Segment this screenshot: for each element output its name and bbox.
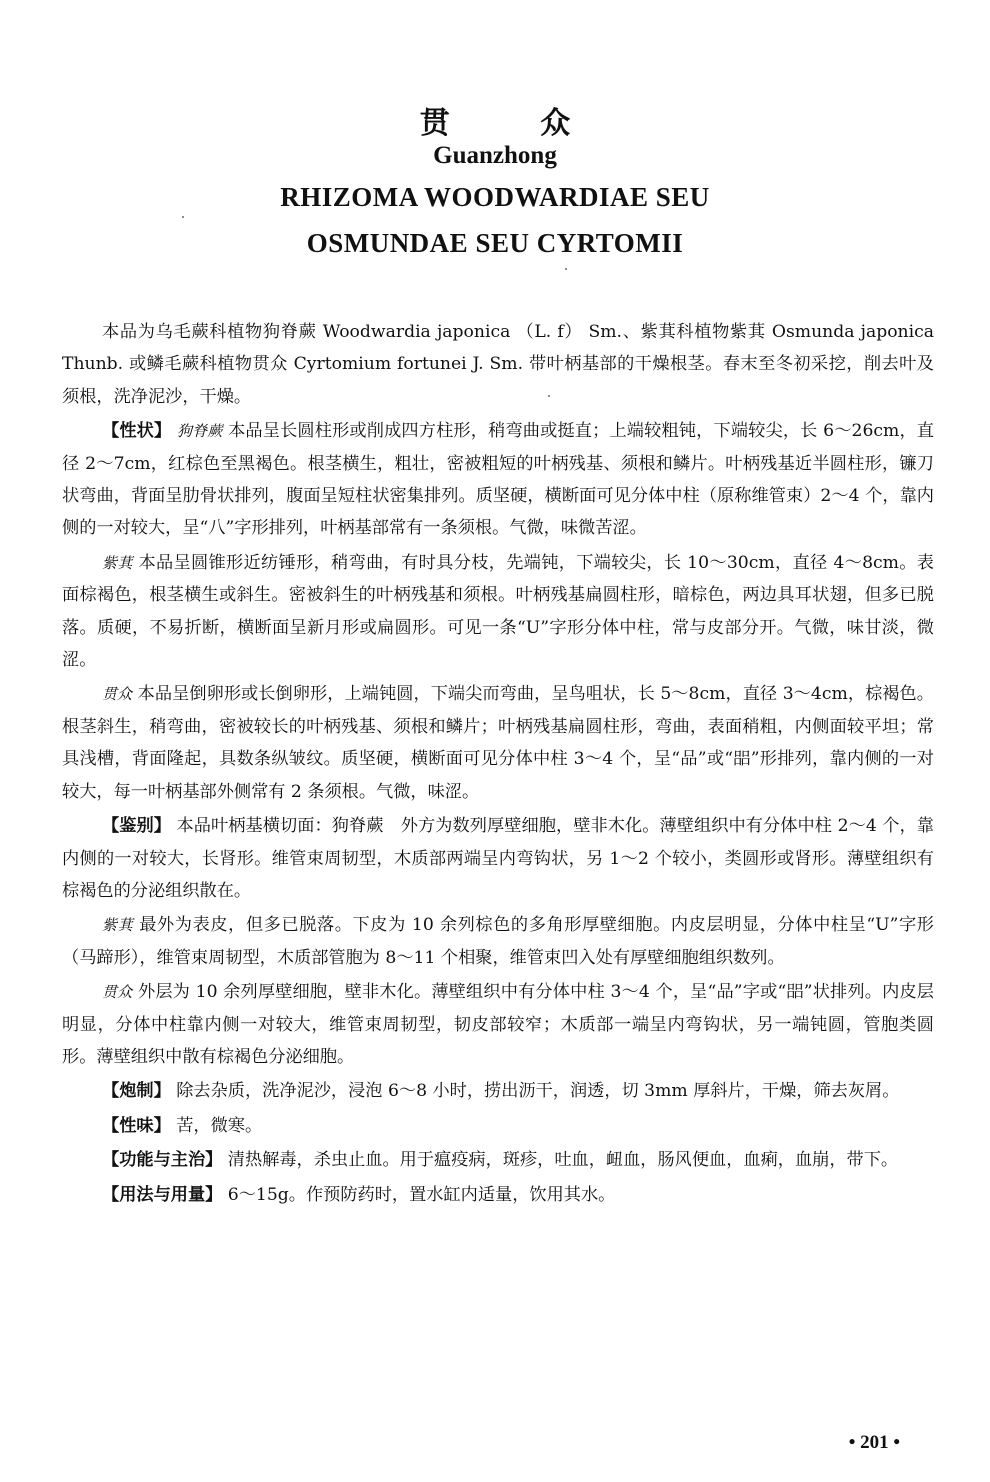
section-label-xingzhuang: 【性状】: [102, 421, 172, 442]
scan-speck: [548, 395, 550, 397]
section-label-jianbie: 【鉴别】: [102, 816, 172, 837]
gongneng-text: 清热解毒，杀虫止血。用于瘟疫病，斑疹，吐血，衄血，肠风便血，血痢，血崩，带下。: [227, 1150, 899, 1171]
section-label-xingwei: 【性味】: [102, 1115, 171, 1136]
page-number: • 201 •: [848, 1432, 900, 1453]
xingzhuang-paragraph-2: [62, 547, 934, 677]
title-chinese: 贯 众: [419, 106, 611, 141]
title-pinyin: Guanzhong: [433, 142, 557, 169]
yongfa-text: 6～15g。作预防药时，置水缸内适量，饮用其水。: [227, 1184, 616, 1205]
scan-speck: [565, 268, 567, 270]
xingzhuang-text-2: 本品呈圆锥形近纺锤形，稍弯曲，有时具分枝，先端钝，下端较尖，长 10～30cm，直径 4～8cm。表面棕褐色，根茎横生或斜生。密被斜生的叶柄残基和须根。叶柄残基扁圆柱形，暗棕色，两边具耳状翅，但多已脱落。质硬，不易折断，横断面呈新月形或扁圆形。可见一条“U”字形分体中柱，常与皮部分开。气微，味甘淡，微涩。: [62, 552, 934, 671]
gongneng-paragraph: [62, 1144, 934, 1176]
xingwei-paragraph: [62, 1110, 934, 1142]
xingwei-text: 苦，微寒。: [176, 1115, 263, 1136]
yongfa-paragraph: [62, 1179, 934, 1211]
herb-name-ziqi-2: 紫萁: [102, 916, 134, 935]
section-label-yongfa: 【用法与用量】: [102, 1184, 223, 1205]
paozhi-paragraph: [62, 1075, 934, 1107]
jianbie-text-3: 外层为 10 余列厚壁细胞，壁非木化。薄壁组织中有分体中柱 3～4 个，呈“品”字或“㗊”状排列。内皮层明显，分体中柱靠内侧一对较大，维管束周韧型，韧皮部较窄；木质部一端呈内弯钩状，另一端钝圆，管胞类圆形。薄壁组织中散有棕褐色分泌细胞。: [62, 982, 934, 1067]
paozhi-text: 除去杂质，洗净泥沙，浸泡 6～8 小时，捞出沥干，润透，切 3mm 厚斜片，干燥，筛去灰屑。: [176, 1081, 900, 1102]
scan-speck: [182, 216, 184, 218]
jianbie-paragraph-3: [62, 976, 934, 1073]
monograph-body: [62, 316, 934, 1213]
xingzhuang-paragraph-3: [62, 678, 934, 808]
section-label-paozhi: 【炮制】: [102, 1081, 171, 1102]
title-latin-line1: RHIZOMA WOODWARDIAE SEU: [280, 182, 710, 212]
xingzhuang-text-3: 本品呈倒卵形或长倒卵形，上端钝圆，下端尖而弯曲，呈鸟咀状，长 5～8cm，直径 3～4cm，棕褐色。根茎斜生，稍弯曲，密被较长的叶柄残基、须根和鳞片；叶柄残基扁圆柱形，弯曲，表面稍粗，内侧面较平坦；常具浅槽，背面隆起，具数条纵皱纹。质坚硬，横断面可见分体中柱 3～4 个，呈“品”或“㗊”形排列，靠内侧的一对较大，每一叶柄基部外侧常有 2 条须根。气微，味涩。: [62, 684, 934, 802]
jianbie-paragraph-2: [62, 909, 934, 974]
jianbie-text-2: 最外为表皮，但多已脱落。下皮为 10 余列棕色的多角形厚壁细胞。内皮层明显，分体中柱呈“U”字形（马蹄形），维管束周韧型，木质部管胞为 8～11 个相聚，维管束凹入处有厚壁细胞组织数列。: [62, 915, 934, 968]
herb-name-gouji: 狗脊蕨: [176, 422, 223, 441]
herb-name-guanzhong: 贯众: [102, 685, 133, 704]
xingzhuang-text-1: 本品呈长圆柱形或削成四方柱形，稍弯曲或挺直；上端较粗钝，下端较尖，长 6～26cm，直径 2～7cm，红棕色至黑褐色。根茎横生，粗壮，密被粗短的叶柄残基、须根和鳞片。叶柄残基近半圆柱形，镰刀状弯曲，背面呈肋骨状排列，腹面呈短柱状密集排列。质坚硬，横断面可见分体中柱（原称维管束）2～4 个，靠内侧的一对较大，呈“八”字形排列，叶柄基部常有一条须根。气微，味微苦涩。: [62, 421, 934, 539]
title-latin-line2: OSMUNDAE SEU CYRTOMII: [306, 228, 684, 258]
herb-name-guanzhong-2: 贯众: [102, 983, 133, 1002]
section-label-gongneng: 【功能与主治】: [102, 1150, 223, 1171]
intro-paragraph: 本品为乌毛蕨科植物狗脊蕨 Woodwardia japonica （L. f） Sm.、紫萁科植物紫萁 Osmunda japonica Thunb. 或鳞毛蕨科植物贯众 Cyrtomium fortunei J. Sm. 带叶柄基部的干燥根茎。春末至冬初采挖，削去叶及须根，洗净泥沙，干燥。: [62, 322, 934, 407]
herb-name-ziqi: 紫萁: [102, 553, 133, 572]
jianbie-text-1: 本品叶柄基横切面：狗脊蕨 外方为数列厚壁细胞，壁非木化。薄壁组织中有分体中柱 2～4 个，靠内侧的一对较大，长肾形。维管束周韧型，木质部两端呈内弯钩状，另 1～2 个较小，类圆形或肾形。薄壁组织有棕褐色的分泌组织散在。: [62, 816, 934, 901]
jianbie-paragraph-1: [62, 810, 934, 907]
xingzhuang-paragraph-1: [62, 415, 934, 545]
